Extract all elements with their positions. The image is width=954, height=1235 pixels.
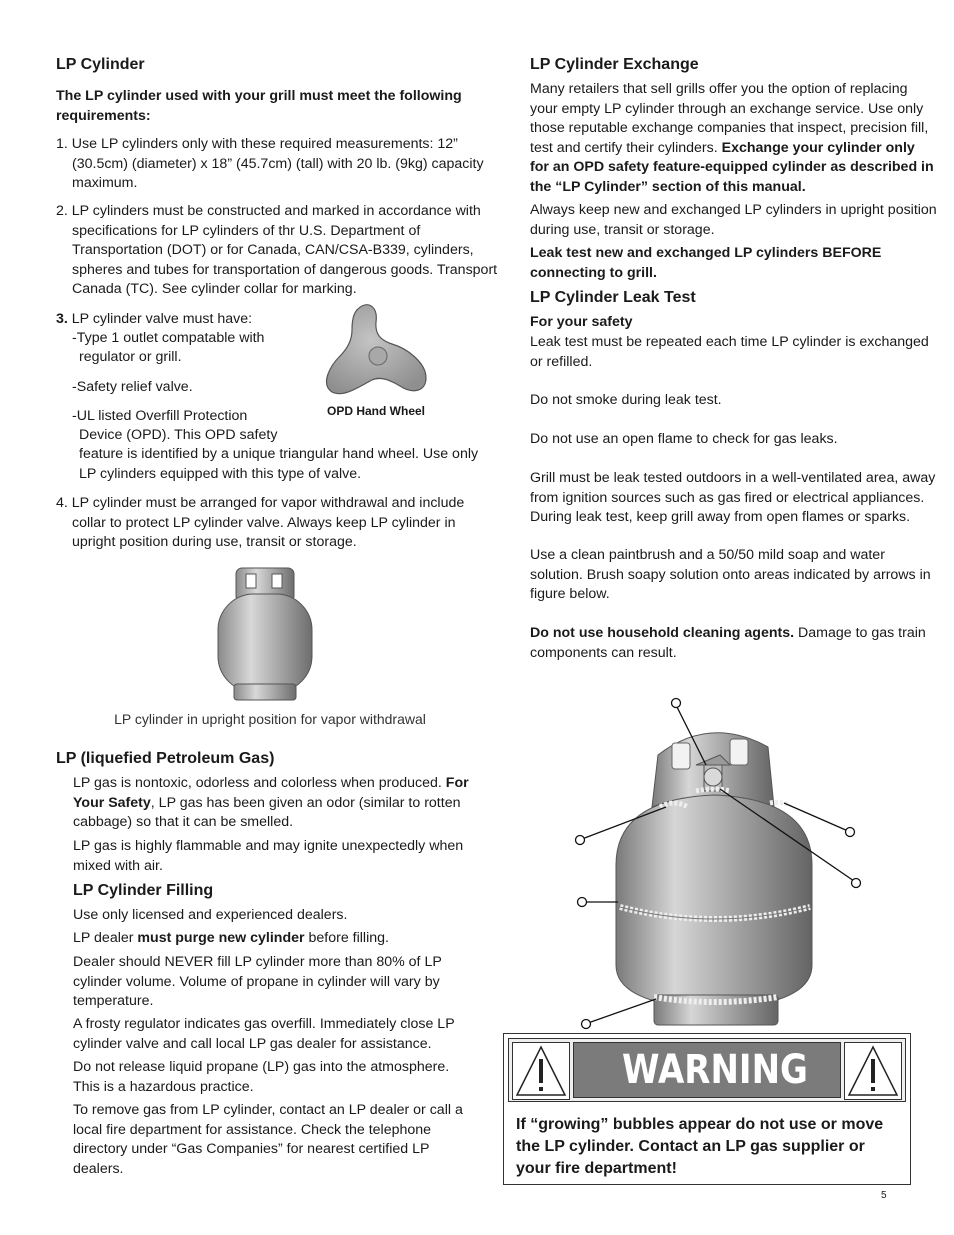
warning-banner <box>508 1038 906 1102</box>
lp-cylinder-intro: The LP cylinder used with your grill must meet the following requirements: <box>56 88 462 124</box>
lp-gas-heading: LP (liquefied Petroleum Gas) <box>56 750 275 767</box>
warning-title: WARNING <box>622 1047 808 1093</box>
requirement-3-item-b: -Safety relief valve. <box>72 379 193 395</box>
warning-text: If “growing” bubbles appear do not use or move the LP cylinder. Contact an LP gas supplier or your fire department! <box>516 1116 884 1177</box>
lp-filling-paragraph-2: LP dealer must purge new cylinder before filling. <box>73 930 389 946</box>
leak-test-cylinder-figure <box>570 695 870 1033</box>
lp-gas-paragraph-2: LP gas is highly flammable and may ignite unexpectedly when mixed with air. <box>73 838 464 874</box>
requirement-1: 1. Use LP cylinders only with these required measurements: 12” (30.5cm) (diameter) x 18” (45.7cm) (tall) with 20 lb. (9kg) capacity maximum. <box>56 136 484 191</box>
lp-exchange-paragraph-2: Always keep new and exchanged LP cylinders in upright position during use, transit or storage. <box>530 202 937 238</box>
for-your-safety-subheading: For your safety <box>530 314 633 330</box>
leak-test-paragraph-6: Do not use household cleaning agents. Damage to gas train components can result. <box>530 625 926 661</box>
opd-hand-wheel-caption: OPD Hand Wheel <box>327 404 426 418</box>
lp-exchange-heading: LP Cylinder Exchange <box>530 56 699 73</box>
lp-filling-heading: LP Cylinder Filling <box>73 882 214 899</box>
requirement-3-title: 3. LP cylinder valve must have: <box>56 311 253 327</box>
requirement-3-item-a-cont: regulator or grill. <box>79 349 182 365</box>
requirement-3-item-a: -Type 1 outlet compatable with <box>72 330 265 346</box>
leak-test-paragraph-4: Grill must be leak tested outdoors in a well-ventilated area, away from ignition sources such as gas fired or electrical appliances. During leak test, keep grill away from open flames or sparks. <box>530 470 936 525</box>
requirement-3-item-c-cont2: feature is identified by a unique triangular hand wheel. Use only LP cylinders equipped with this type of valve. <box>79 446 479 482</box>
lp-filling-paragraph-4: A frosty regulator indicates gas overfill. Immediately close LP cylinder valve and call local LP gas dealer for assistance. <box>73 1016 455 1052</box>
leak-test-paragraph-2: Do not smoke during leak test. <box>530 392 722 408</box>
lp-leak-test-heading: LP Cylinder Leak Test <box>530 289 696 306</box>
requirement-3-item-c: -UL listed Overfill Protection <box>72 408 248 424</box>
page-number: 5 <box>881 1190 887 1201</box>
lp-gas-paragraph-1: LP gas is nontoxic, odorless and colorless when produced. For Your Safety, LP gas has been given an odor (similar to rotten cabbage) so that it can be smelled. <box>73 775 469 830</box>
lp-filling-paragraph-6: To remove gas from LP cylinder, contact an LP dealer or call a local fire department for assistance. Check the telephone directory under “Gas Companies” for nearest certified LP dealers. <box>73 1102 463 1177</box>
lp-filling-paragraph-1: Use only licensed and experienced dealers. <box>73 907 348 923</box>
requirement-4: 4. LP cylinder must be arranged for vapor withdrawal and include collar to protect LP cylinder valve. Always keep LP cylinder in upright position during use, transit or storage. <box>56 495 465 550</box>
lp-filling-paragraph-5: Do not release liquid propane (LP) gas into the atmosphere. This is a hazardous practice. <box>73 1059 450 1095</box>
lp-cylinder-upright-caption: LP cylinder in upright position for vapor withdrawal <box>114 711 426 727</box>
lp-cylinder-heading: LP Cylinder <box>56 56 145 73</box>
opd-hand-wheel-figure <box>322 300 434 400</box>
requirement-2: 2. LP cylinders must be constructed and marked in accordance with specifications for LP cylinders of thr U.S. Department of Transportation (DOT) or for Canada, CAN/CSA-B339, cylinders, spheres and tubes for transportation of dangerous goods. Transport Canada (TC). See cylinder collar for marking. <box>56 203 498 297</box>
leak-test-paragraph-3: Do not use an open flame to check for gas leaks. <box>530 431 838 447</box>
warning-title-bar <box>573 1042 841 1098</box>
lp-filling-paragraph-3: Dealer should NEVER fill LP cylinder more than 80% of LP cylinder volume. Volume of propane in cylinder will vary by temperature. <box>73 954 442 1009</box>
leak-test-paragraph-5: Use a clean paintbrush and a 50/50 mild soap and water solution. Brush soapy solution onto areas indicated by arrows in figure below. <box>530 547 931 602</box>
requirement-3-item-c-cont: Device (OPD). This OPD safety <box>79 427 278 443</box>
warning-triangle-icon <box>844 1042 902 1100</box>
leak-test-paragraph-1: Leak test must be repeated each time LP cylinder is exchanged or refilled. <box>530 334 929 370</box>
lp-exchange-paragraph-3: Leak test new and exchanged LP cylinders BEFORE connecting to grill. <box>530 245 882 281</box>
lp-cylinder-upright-figure <box>214 560 318 706</box>
lp-exchange-paragraph-1: Many retailers that sell grills offer you the option of replacing your empty LP cylinder through an exchange service. Use only those reputable exchange companies that inspect, precision fill, test and certify their cylinders. Exchange your cylinder only for an OPD safety feature-equipped cylinder as described in the “LP Cylinder” section of this manual. <box>530 81 934 195</box>
warning-triangle-icon <box>512 1042 570 1100</box>
warning-box <box>503 1033 911 1185</box>
